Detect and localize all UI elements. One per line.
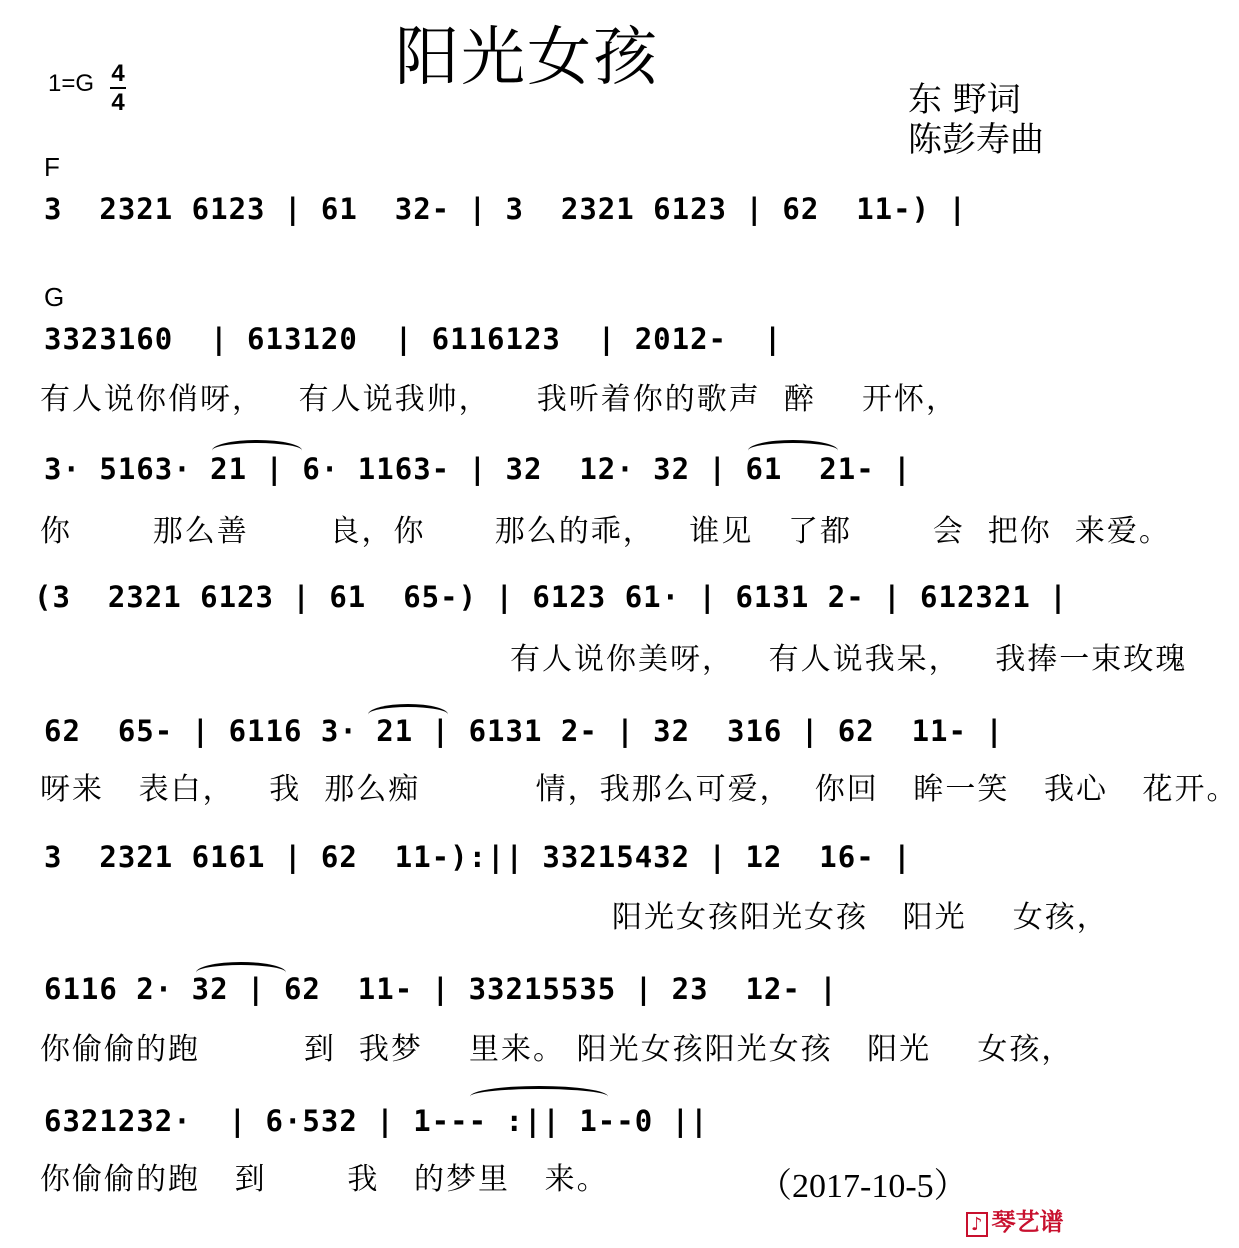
logo-icon: ♪ [966,1212,988,1237]
lyrics-line: 你 那么善 良，你 那么的乖， 谁见 了都 会 把你 来爱。 [40,514,1171,549]
key-signature: 1=G [48,70,95,97]
lyrics-line: 你偷偷的跑 到 我梦 里来。 阳光女孩阳光女孩 阳光 女孩， [40,1032,1074,1067]
lyricist-credit: 东 野词 [908,80,1021,120]
time-signature-top: 4 [111,60,125,87]
date-stamp: （2017-10-5） [758,1168,968,1205]
score-line [0,1104,1101,1152]
score-line [0,452,1101,500]
score-line [0,322,1101,370]
notation: 3323160 | 613120 | 6116123 | 2012- | [44,322,783,356]
notation: 62 65- | 6116 3· 21 | 6131 2- | 32 316 | 62 11- | [44,714,1004,748]
watermark-logo [966,1202,1064,1237]
composer-credit: 陈彭寿曲 [908,120,1044,160]
notation: (3 2321 6123 | 61 65-) | 6123 61· | 6131 2- | 612321 | [34,580,1068,614]
lyrics-line: 有人说你美呀， 有人说我呆， 我捧一束玫瑰 [510,642,1188,677]
notation: 3 2321 6161 | 62 11-):|| 33215432 | 12 16- | [44,840,912,874]
score-line [0,972,1101,1020]
lyrics-line: 呀来 表白， 我 那么痴 情，我那么可爱， 你回 眸一笑 我心 花开。 [40,772,1239,807]
notation: 3 2321 6123 | 61 32- | 3 2321 6123 | 62 11-) | [44,192,967,226]
notation: 3· 5163· 21 | 6· 1163- | 32 12· 32 | 61 21- | [44,452,912,486]
chord-label: G [44,282,65,312]
time-signature-bottom: 4 [111,89,125,116]
chord-label: F [44,152,60,182]
watermark-text: 琴艺谱 [991,1208,1064,1236]
lyrics-line: 阳光女孩阳光女孩 阳光 女孩， [612,900,1109,935]
notation: 6321232· | 6·532 | 1--- :|| 1--0 || [44,1104,709,1138]
lyrics-line: 有人说你俏呀， 有人说我帅， 我听着你的歌声 醉 开怀， [40,382,958,417]
song-title: 阳光女孩 [395,21,659,95]
notation: 6116 2· 32 | 62 11- | 33215535 | 23 12- | [44,972,838,1006]
score-line [0,580,1101,628]
time-signature [108,60,128,116]
lyrics-line: 你偷偷的跑 到 我 的梦里 来。 [40,1162,609,1197]
score-line [0,840,1101,888]
score-line [0,714,1101,762]
score-line [0,192,1101,240]
